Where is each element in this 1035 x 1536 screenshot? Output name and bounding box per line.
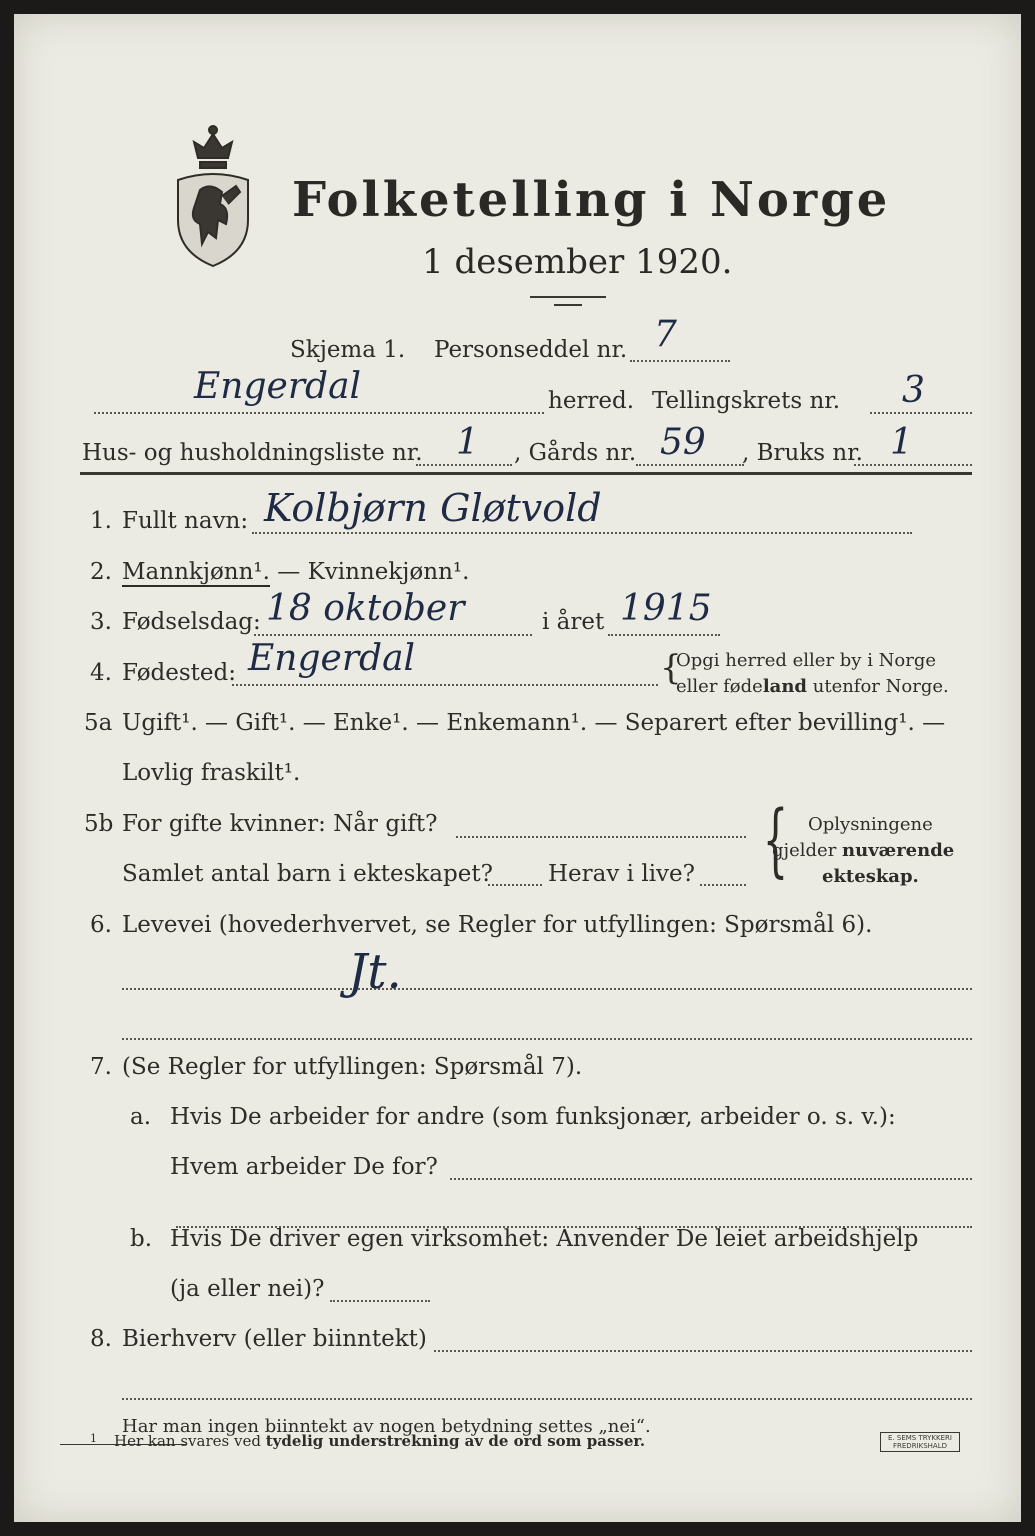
q5b-note-2b: nuværende [842, 840, 955, 861]
q5a-line2: Lovlig fraskilt¹. [122, 760, 301, 786]
census-form-page [14, 14, 1021, 1522]
q6-number: 6. [90, 912, 112, 938]
title-divider-short [554, 304, 582, 306]
q5b-line2b: Herav i live? [548, 861, 695, 887]
coat-of-arms-icon [170, 120, 256, 270]
bruks-value: 1 [890, 422, 913, 463]
q7b-line1: Hvis De driver egen virksomhet: Anvender De leiet arbeidshjelp [170, 1226, 919, 1252]
q3-value: 18 oktober [266, 588, 465, 629]
q5b-note-line2 [772, 840, 954, 861]
herred-label: herred. [548, 388, 635, 414]
q1-line [252, 532, 912, 534]
q6-label: Levevei (hovederhvervet, se Regler for utfyllingen: Spørsmål 6). [122, 912, 873, 938]
q2-number: 2. [90, 559, 112, 585]
q5b-line2a-dots [488, 884, 542, 886]
q7-label: (Se Regler for utfyllingen: Spørsmål 7). [122, 1054, 583, 1080]
q8-label: Bierhverv (eller biinntekt) [122, 1326, 427, 1352]
q6-line2 [122, 1038, 972, 1040]
q8-line1 [434, 1350, 972, 1352]
q6-line1 [122, 988, 972, 990]
q5b-line1: For gifte kvinner: Når gift? [122, 811, 438, 837]
footnote-text-b: tydelig understrekning av de ord som passer. [265, 1432, 646, 1450]
q4-line [232, 684, 658, 686]
footnote-text-a: Her kan svares ved [114, 1432, 266, 1450]
form-title: Folketelling i Norge [292, 172, 891, 228]
form-date: 1 desember 1920. [422, 242, 733, 282]
q5b-brace: { [762, 793, 789, 886]
q4-note-2a: eller føde [676, 676, 763, 697]
q2-options [122, 559, 469, 585]
q4-note-2b: land [762, 676, 808, 697]
q4-note-2c: utenfor Norge. [807, 676, 949, 697]
q5b-note-2a: gjelder [772, 840, 843, 861]
q5b-number: 5b [84, 811, 114, 837]
q3-year-label: i året [542, 609, 605, 635]
q4-number: 4. [90, 660, 112, 686]
q7b-line2: (ja eller nei)? [170, 1276, 325, 1302]
q7a-line2: Hvem arbeider De for? [170, 1154, 438, 1180]
q7b-line2-dots [330, 1300, 430, 1302]
schema-label: Skjema 1. [290, 337, 406, 363]
q8-number: 8. [90, 1326, 112, 1352]
q4-label: Fødested: [122, 660, 237, 686]
q3-year-line [608, 634, 720, 636]
q7-number: 7. [90, 1054, 112, 1080]
hus-value: 1 [456, 422, 479, 463]
q7a-letter: a. [130, 1104, 152, 1130]
herred-line [94, 412, 544, 414]
q2-mannkjonn-underlined: Mannkjønn¹. [122, 559, 270, 585]
q2-kvinnekjonn: — Kvinnekjønn¹. [269, 559, 470, 585]
q1-value: Kolbjørn Gløtvold [264, 486, 602, 530]
footnote-text [114, 1432, 645, 1450]
printer-stamp [880, 1432, 960, 1452]
tellingskrets-value: 3 [902, 370, 925, 411]
title-divider [530, 296, 606, 298]
q7b-letter: b. [130, 1226, 153, 1252]
q3-number: 3. [90, 609, 112, 635]
q5b-note-line3: ekteskap. [822, 866, 919, 887]
gards-value: 59 [660, 422, 706, 463]
q4-value: Engerdal [248, 638, 416, 679]
q5b-line1-dots [456, 836, 746, 838]
q5b-note-line1: Oplysningene [808, 814, 933, 835]
q1-label: Fullt navn: [122, 508, 249, 534]
q7a-line1: Hvis De arbeider for andre (som funksjonær, arbeider o. s. v.): [170, 1104, 896, 1130]
personseddel-line [630, 360, 730, 362]
hus-line [416, 464, 512, 466]
printer-stamp-line2: FREDRIKSHALD [892, 1442, 947, 1450]
tellingskrets-line [870, 412, 972, 414]
hus-label: Hus- og husholdningsliste nr. [82, 440, 423, 466]
q6-value: Jt. [348, 944, 402, 1000]
q7a-line2-dots [450, 1178, 972, 1180]
header-separator [80, 472, 972, 475]
gards-label: , Gårds nr. [514, 440, 637, 466]
note-nei: Har man ingen biinntekt av nogen betydning settes „nei“. [122, 1416, 651, 1437]
q4-note-line2 [676, 676, 949, 697]
q5a-number: 5a [84, 710, 113, 736]
gards-line [636, 464, 744, 466]
q3-line [254, 634, 532, 636]
printer-stamp-line1: E. SEMS TRYKKERI [888, 1434, 952, 1442]
herred-value: Engerdal [194, 366, 362, 407]
q5b-line2a: Samlet antal barn i ekteskapet? [122, 861, 493, 887]
footnote-mark: 1 [90, 1432, 97, 1445]
bruks-label: , Bruks nr. [742, 440, 863, 466]
bruks-line [854, 464, 972, 466]
q5a-line1: Ugift¹. — Gift¹. — Enke¹. — Enkemann¹. — Separert efter bevilling¹. — [122, 710, 946, 736]
q4-note-line1: Opgi herred eller by i Norge [676, 650, 937, 671]
personseddel-label: Personseddel nr. [434, 337, 628, 363]
q1-number: 1. [90, 508, 112, 534]
q3-year-value: 1915 [620, 588, 712, 629]
personseddel-value: 7 [654, 314, 677, 355]
q4-brace: { [660, 648, 682, 688]
q5b-line2b-dots [700, 884, 746, 886]
q8-line2 [122, 1398, 972, 1400]
q3-label: Fødselsdag: [122, 609, 261, 635]
tellingskrets-label: Tellingskrets nr. [652, 388, 841, 414]
